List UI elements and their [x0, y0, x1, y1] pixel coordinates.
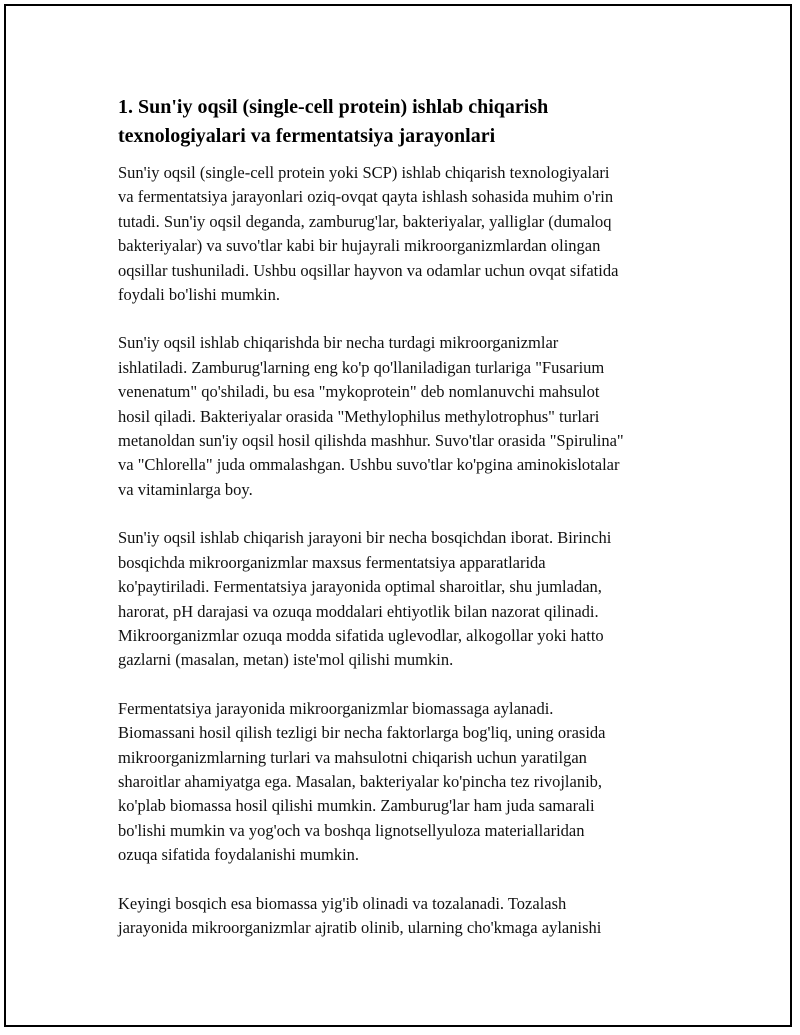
- paragraph-5: Keyingi bosqich esa biomassa yig'ib olinadi va tozalanadi. Tozalash jarayonida mikroorganizmlar ajratib olinib, ularning cho'kmaga aylanishi: [118, 893, 602, 937]
- document-body: [118, 93, 678, 964]
- section-title: 1. Sun'iy oqsil (single-cell protein) ishlab chiqarish texnologiyalari va fermentatsiya jarayonlari: [118, 96, 549, 147]
- paragraph-3: Sun'iy oqsil ishlab chiqarish jarayoni bir necha bosqichdan iborat. Birinchi bosqichda mikroorganizmlar maxsus fermentatsiya apparatlarida ko'paytiriladi. Fermentatsiya jarayonida optimal sharoitlar, shu jumladan, harorat, pH darajasi va ozuqa moddalari ehtiyotlik bilan nazorat qilinadi. Mikroorganizmlar ozuqa modda sifatida uglevodlar, alkogollar yoki hatto gazlarni (masalan, metan) iste'mol qilishi mumkin.: [118, 528, 612, 670]
- paragraph-1: Sun'iy oqsil (single-cell protein yoki SCP) ishlab chiqarish texnologiyalari va fermentatsiya jarayonlari oziq-ovqat qayta ishlash sohasida muhim o'rin tutadi. Sun'iy oqsil deganda, zamburug'lar, bakteriyalar, yalliglar (dumaloq bakteriyalar) va suvo'tlar kabi bir hujayrali mikroorganizmlardan olingan oqsillar tushuniladi. Ushbu oqsillar hayvon va odamlar uchun ovqat sifatida foydali bo'lishi mumkin.: [118, 163, 619, 305]
- paragraph-4: Fermentatsiya jarayonida mikroorganizmlar biomassaga aylanadi. Biomassani hosil qilish tezligi bir necha faktorlarga bog'liq, uning orasida mikroorganizmlarning turlari va mahsulotni chiqarish uchun yaratilgan sharoitlar ahamiyatga ega. Masalan, bakteriyalar ko'pincha tez rivojlanib, ko'plab biomassa hosil qilishi mumkin. Zamburug'lar ham juda samarali bo'lishi mumkin va yog'och va boshqa lignotsellyuloza materiallaridan ozuqa sifatida foydalanishi mumkin.: [118, 698, 606, 865]
- paragraph-2: Sun'iy oqsil ishlab chiqarishda bir necha turdagi mikroorganizmlar ishlatiladi. Zamburug'larning eng ko'p qo'llaniladigan turlariga "Fusarium venenatum" qo'shiladi, bu esa "mykoprotein" deb nomlanuvchi mahsulot hosil qiladi. Bakteriyalar orasida "Methylophilus methylotrophus" turlari metanoldan sun'iy oqsil hosil qilishda mashhur. Suvo'tlar orasida "Spirulina" va "Chlorella" juda ommalashgan. Ushbu suvo'tlar ko'pgina aminokislotalar va vitaminlarga boy.: [118, 333, 624, 499]
